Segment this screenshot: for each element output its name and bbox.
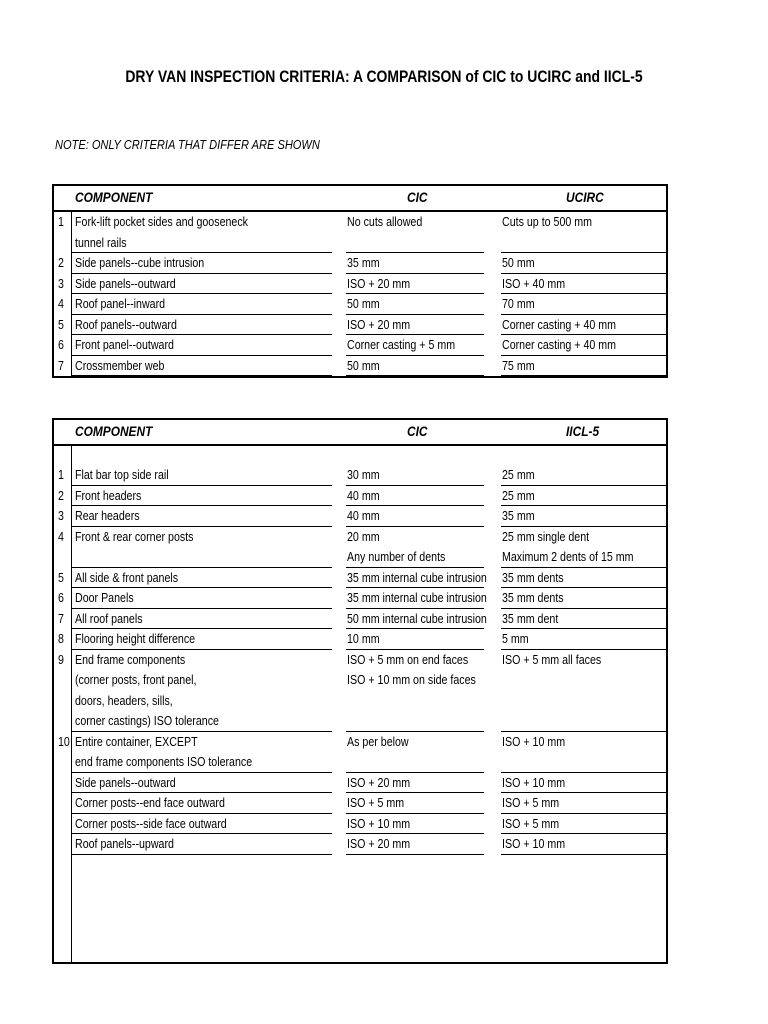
cell-other: 35 mm: [502, 508, 535, 523]
cell-other: Maximum 2 dents of 15 mm: [502, 549, 634, 564]
cell-component: Crossmember web: [75, 357, 165, 373]
cell-cic: 40 mm: [347, 487, 380, 503]
cell-other: Corner casting + 40 mm: [502, 316, 617, 332]
cell-component: tunnel rails: [75, 234, 127, 250]
table-cic-iicl5: [52, 418, 668, 964]
cell-other: ISO + 5 mm all faces: [502, 651, 602, 667]
cell-cic: 35 mm: [347, 255, 380, 270]
cell-component: Entire container, EXCEPT: [75, 733, 198, 749]
cell-other: ISO + 10 mm: [502, 836, 566, 851]
row-number: 7: [58, 610, 64, 626]
cell-component: Front & rear corner posts: [75, 528, 194, 544]
note: NOTE: ONLY CRITERIA THAT DIFFER ARE SHOWN: [55, 137, 320, 152]
row-separator: [346, 854, 484, 855]
row-separator: [501, 854, 668, 855]
row-number: 9: [58, 651, 64, 667]
cell-component: Roof panels--outward: [75, 316, 177, 332]
cell-cic: Corner casting + 5 mm: [347, 337, 456, 352]
cell-cic: 50 mm internal cube intrusion: [347, 610, 487, 626]
row-number: 7: [58, 357, 64, 373]
row-number: 5: [58, 569, 64, 585]
cell-other: 5 mm: [502, 631, 529, 646]
cell-component: All roof panels: [75, 610, 143, 626]
cell-other: 25 mm: [502, 487, 535, 503]
cell-cic: ISO + 20 mm: [347, 774, 411, 790]
cell-cic: ISO + 10 mm: [347, 815, 411, 831]
cell-cic: ISO + 5 mm on end faces: [347, 651, 469, 667]
cell-component: Corner posts--end face outward: [75, 795, 225, 810]
row-number: 5: [58, 316, 64, 332]
cell-other: 70 mm: [502, 296, 535, 311]
cell-cic: 10 mm: [347, 631, 380, 646]
cell-cic: 50 mm: [347, 296, 380, 311]
row-separator: [71, 375, 332, 376]
row-number: 8: [58, 631, 64, 646]
number-column-divider: [71, 446, 72, 962]
cell-cic: 35 mm internal cube intrusion: [347, 590, 487, 605]
header-cic: CIC: [407, 423, 428, 439]
cell-other: 75 mm: [502, 357, 535, 373]
cell-component: doors, headers, sills,: [75, 692, 173, 708]
cell-cic: 50 mm: [347, 357, 380, 373]
cell-cic: ISO + 20 mm: [347, 275, 411, 291]
cell-cic: ISO + 20 mm: [347, 316, 411, 332]
cell-other: Corner casting + 40 mm: [502, 337, 617, 352]
cell-component: Side panels--outward: [75, 774, 176, 790]
cell-component: Front panel--outward: [75, 337, 174, 352]
cell-cic: 30 mm: [347, 467, 380, 482]
cell-component: Side panels--cube intrusion: [75, 255, 205, 270]
cell-other: 25 mm single dent: [502, 528, 590, 544]
cell-other: ISO + 40 mm: [502, 275, 566, 291]
cell-other: ISO + 10 mm: [502, 774, 566, 790]
cell-component: (corner posts, front panel,: [75, 672, 197, 687]
cell-component: corner castings) ISO tolerance: [75, 713, 219, 728]
cell-component: Rear headers: [75, 508, 140, 523]
row-number: 3: [58, 275, 64, 291]
row-number: 2: [58, 255, 64, 270]
cell-component: Front headers: [75, 487, 142, 503]
cell-cic: 40 mm: [347, 508, 380, 523]
cell-other: 35 mm dent: [502, 610, 559, 626]
header-component: COMPONENT: [75, 189, 153, 205]
cell-component: Roof panels--upward: [75, 836, 174, 851]
row-separator: [346, 375, 484, 376]
row-number: 10: [58, 733, 70, 749]
cell-other: 50 mm: [502, 255, 535, 270]
cell-component: Flat bar top side rail: [75, 467, 169, 482]
table-cic-ucirc: [52, 184, 668, 378]
row-number: 3: [58, 508, 64, 523]
header-ucirc: UCIRC: [566, 189, 604, 205]
row-separator: [501, 375, 668, 376]
cell-other: ISO + 5 mm: [502, 815, 560, 831]
header-component: COMPONENT: [75, 423, 153, 439]
cell-other: 25 mm: [502, 467, 535, 482]
cell-component: End frame components: [75, 651, 186, 667]
cell-component: All side & front panels: [75, 569, 179, 585]
cell-cic: ISO + 10 mm on side faces: [347, 672, 476, 687]
header-cic: CIC: [407, 189, 428, 205]
cell-component: end frame components ISO tolerance: [75, 754, 253, 769]
cell-other: 35 mm dents: [502, 590, 564, 605]
row-number: 2: [58, 487, 64, 503]
table-header: [54, 420, 666, 446]
cell-cic: No cuts allowed: [347, 214, 423, 229]
number-column-divider: [71, 212, 72, 376]
cell-cic: 20 mm: [347, 528, 380, 544]
row-number: 6: [58, 337, 64, 352]
cell-cic: ISO + 20 mm: [347, 836, 411, 851]
row-number: 1: [58, 467, 64, 482]
cell-other: 35 mm dents: [502, 569, 564, 585]
cell-other: ISO + 10 mm: [502, 733, 566, 749]
cell-component: Fork-lift pocket sides and gooseneck: [75, 214, 249, 229]
cell-cic: As per below: [347, 733, 409, 749]
cell-component: Flooring height difference: [75, 631, 196, 646]
cell-cic: ISO + 5 mm: [347, 795, 405, 810]
cell-other: ISO + 5 mm: [502, 795, 560, 810]
page-title: DRY VAN INSPECTION CRITERIA: A COMPARISON of CIC to UCIRC and IICL-5: [125, 67, 643, 86]
row-number: 1: [58, 214, 64, 229]
table-header: [54, 186, 666, 212]
cell-cic: 35 mm internal cube intrusion: [347, 569, 487, 585]
row-number: 4: [58, 296, 64, 311]
cell-cic: Any number of dents: [347, 549, 446, 564]
cell-other: Cuts up to 500 mm: [502, 214, 593, 229]
row-number: 4: [58, 528, 64, 544]
row-number: 6: [58, 590, 64, 605]
cell-component: Corner posts--side face outward: [75, 815, 227, 831]
cell-component: Side panels--outward: [75, 275, 176, 291]
cell-component: Roof panel--inward: [75, 296, 166, 311]
row-separator: [71, 854, 332, 855]
cell-component: Door Panels: [75, 590, 134, 605]
header-iicl5: IICL-5: [566, 423, 600, 439]
